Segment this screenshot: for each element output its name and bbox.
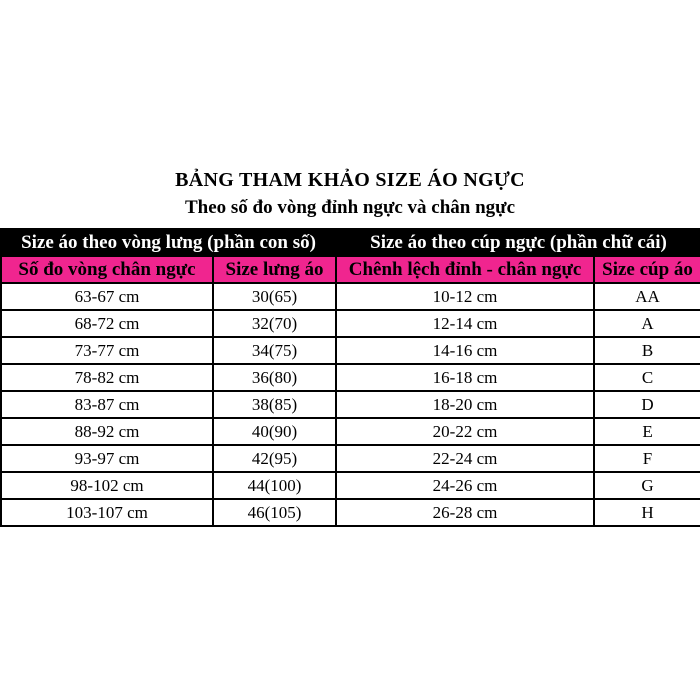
table-cell: 16-18 cm [336,364,594,391]
table-row [1,499,700,526]
table-row [1,418,700,445]
table-cell: 30(65) [213,283,336,310]
size-table-body [1,283,700,526]
group-header-band-size: Size áo theo vòng lưng (phần con số) [1,229,336,256]
table-cell: 40(90) [213,418,336,445]
table-cell: E [594,418,700,445]
table-row [1,310,700,337]
page-title: BẢNG THAM KHẢO SIZE ÁO NGỰC [175,169,525,191]
table-cell: 44(100) [213,472,336,499]
table-cell: C [594,364,700,391]
table-cell: 34(75) [213,337,336,364]
table-row [1,283,700,310]
table-cell: 18-20 cm [336,391,594,418]
table-cell: 42(95) [213,445,336,472]
table-cell: G [594,472,700,499]
table-row [1,364,700,391]
table-cell: 78-82 cm [1,364,213,391]
table-cell: 26-28 cm [336,499,594,526]
table-cell: 38(85) [213,391,336,418]
table-cell: 93-97 cm [1,445,213,472]
table-cell: F [594,445,700,472]
column-header-cup-size: Size cúp áo [594,256,700,283]
table-cell: 83-87 cm [1,391,213,418]
table-cell: D [594,391,700,418]
table-group-header-row [1,229,700,256]
table-cell: AA [594,283,700,310]
table-cell: 36(80) [213,364,336,391]
group-header-cup-size: Size áo theo cúp ngực (phần chữ cái) [336,229,700,256]
table-cell: 12-14 cm [336,310,594,337]
column-header-bust-difference: Chênh lệch đỉnh - chân ngực [336,256,594,283]
table-cell: 98-102 cm [1,472,213,499]
table-cell: 46(105) [213,499,336,526]
table-row [1,391,700,418]
table-cell: 22-24 cm [336,445,594,472]
table-cell: A [594,310,700,337]
column-header-band-size: Size lưng áo [213,256,336,283]
table-cell: 24-26 cm [336,472,594,499]
table-cell: 88-92 cm [1,418,213,445]
table-cell: 20-22 cm [336,418,594,445]
table-cell: 68-72 cm [1,310,213,337]
table-cell: B [594,337,700,364]
table-cell: 103-107 cm [1,499,213,526]
table-cell: 32(70) [213,310,336,337]
table-column-header-row [1,256,700,283]
size-reference-table [0,228,700,527]
table-cell: 63-67 cm [1,283,213,310]
column-header-underbust-measurement: Số đo vòng chân ngực [1,256,213,283]
table-cell: H [594,499,700,526]
page-subtitle: Theo số đo vòng đỉnh ngực và chân ngực [184,197,516,218]
table-cell: 14-16 cm [336,337,594,364]
table-row [1,337,700,364]
table-row [1,472,700,499]
table-cell: 10-12 cm [336,283,594,310]
table-cell: 73-77 cm [1,337,213,364]
table-row [1,445,700,472]
